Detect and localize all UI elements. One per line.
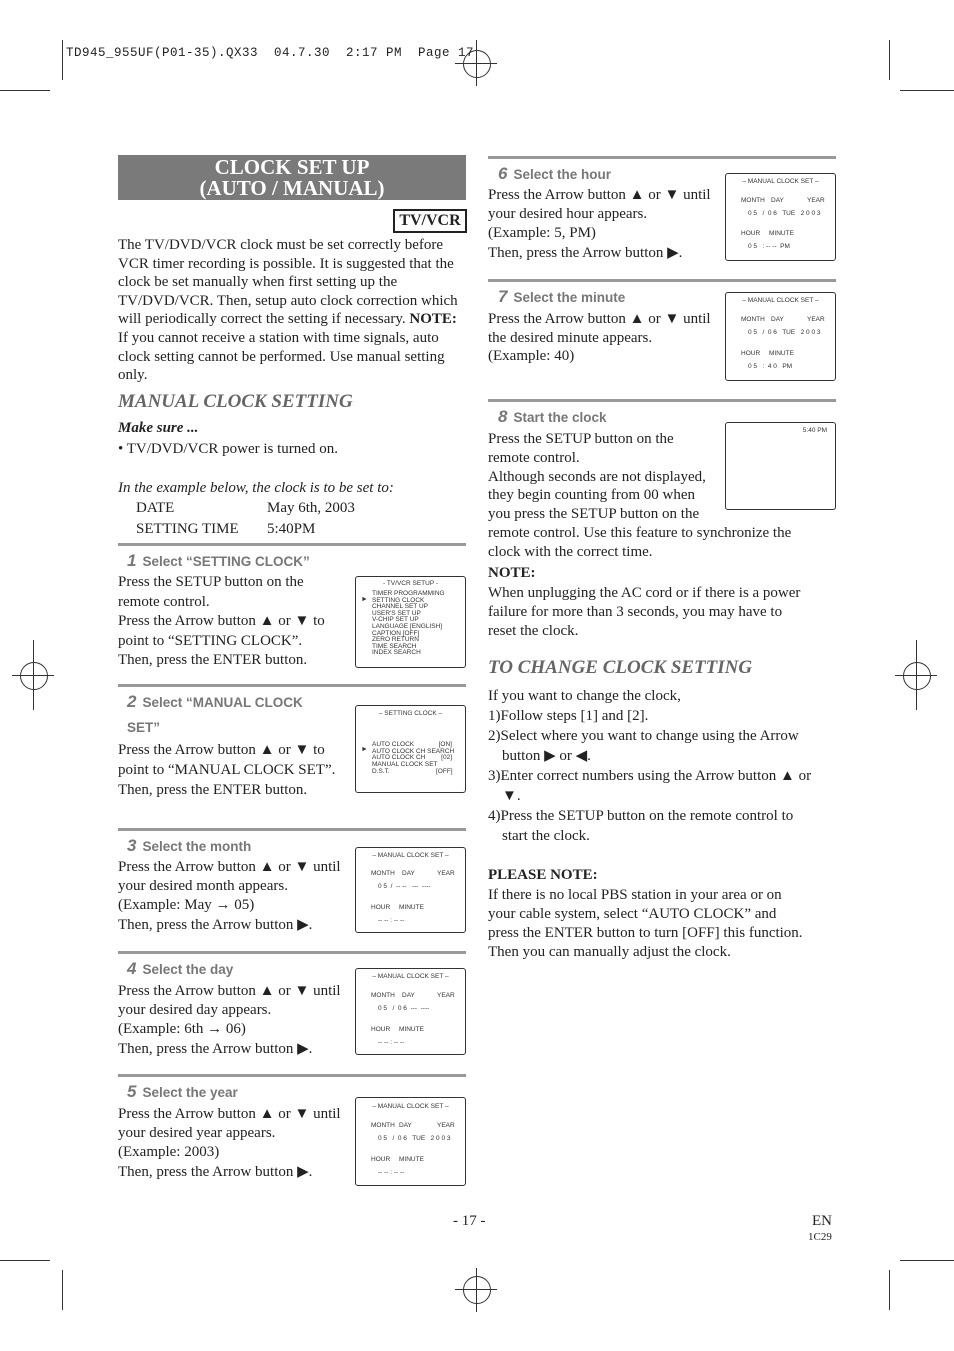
crop-mark — [0, 90, 50, 91]
please-note-text: If there is no local PBS station in your area or on your cable system, select “AUTO CLOCK” and press the ENTER button to turn [OFF] this function. Then you can manually adjust the clock. — [488, 887, 803, 960]
registration-mark — [463, 1276, 491, 1304]
title-line1: CLOCK SET UP — [214, 155, 370, 179]
step-2-heading-cont: SET” — [127, 720, 161, 735]
please-note-label: PLEASE NOTE: — [488, 867, 598, 883]
crop-mark — [900, 1260, 954, 1261]
crop-mark — [62, 40, 63, 80]
print-header: TD945_955UF(P01-35).QX33 04.7.30 2:17 PM Page 17 — [66, 46, 475, 60]
step-5-text: Press the Arrow button ▲ or ▼ until your desired year appears. (Example: 2003) Then, press the Arrow button ▶. — [118, 1106, 341, 1180]
step-6-heading: 6 Select the hour — [498, 164, 611, 183]
step-7-text: Press the Arrow button ▲ or ▼ until the desired minute appears. (Example: 40) — [488, 311, 711, 364]
step-8-text: Press the SETUP button on the remote control. Although seconds are not displayed, they begin counting from 00 when you press the SETUP button on the remote control. Use this feature to synchronize the clock with the correct time. — [488, 431, 792, 560]
make-sure-item: • TV/DVD/VCR power is turned on. — [118, 441, 338, 457]
divider — [488, 156, 836, 159]
registration-mark — [20, 662, 48, 690]
setting-clock-list: AUTO CLOCK AUTO CLOCK CH SEARCH AUTO CLOCK CH MANUAL CLOCK SET D.S.T. — [372, 741, 455, 775]
step-6-text: Press the Arrow button ▲ or ▼ until your desired hour appears. (Example: 5, PM) Then, press the Arrow button ▶. — [488, 187, 711, 261]
example-time-value: 5:40PM — [267, 521, 316, 537]
title-line2: (AUTO / MANUAL) — [199, 176, 385, 200]
setup-menu-list: TIMER PROGRAMMING SETTING CLOCK CHANNEL SET UP USER'S SET UP V-CHIP SET UP LANGUAGE [ENGLISH] CAPTION [OFF] ZERO RETURN TIME SEARCH INDEX SEARCH — [372, 590, 445, 657]
step-1-text: Press the SETUP button on the remote control. Press the Arrow button ▲ or ▼ to point to “SETTING CLOCK”. Then, press the ENTER button. — [118, 574, 325, 669]
step-2-text: Press the Arrow button ▲ or ▼ to point to “MANUAL CLOCK SET”. Then, press the ENTER button. — [118, 742, 336, 798]
step-4-text: Press the Arrow button ▲ or ▼ until your desired day appears. (Example: 6th → 06) Then, press the Arrow button ▶. — [118, 983, 341, 1057]
make-sure-label: Make sure ... — [118, 420, 199, 436]
divider — [118, 1074, 466, 1077]
step-5-heading: 5 Select the year — [127, 1082, 238, 1101]
step-7-heading: 7 Select the minute — [498, 287, 626, 306]
tv-vcr-setup-screen: - TV/VCR SETUP - ► TIMER PROGRAMMING SETTING CLOCK CHANNEL SET UP USER'S SET UP V-CHIP SET UP LANGUAGE [ENGLISH] CAPTION [OFF] ZERO RETURN TIME SEARCH INDEX SEARCH — [355, 576, 466, 668]
example-date-label: DATE — [136, 500, 175, 516]
crop-mark — [900, 90, 954, 91]
language-code: EN — [812, 1213, 832, 1229]
tv-vcr-badge: TV/VCR — [393, 209, 467, 233]
divider — [488, 399, 836, 402]
setting-clock-values: [ON] [02] [OFF] — [436, 741, 453, 775]
page-title — [118, 155, 466, 200]
crop-mark — [889, 1270, 890, 1310]
divider — [118, 828, 466, 831]
step-4-heading: 4 Select the day — [127, 959, 234, 978]
example-intro: In the example below, the clock is to be set to: — [118, 480, 394, 496]
step-3-heading: 3 Select the month — [127, 836, 252, 855]
example-date-value: May 6th, 2003 — [267, 500, 355, 516]
manual-clock-heading: MANUAL CLOCK SETTING — [118, 391, 353, 412]
manual-clock-screen-year: – MANUAL CLOCK SET – MONTH DAY YEAR 0 5 / 0 6 TUE 2 0 0 3 HOUR MINUTE -- -- : -- -- — [355, 1097, 466, 1186]
manual-clock-screen-minute: – MANUAL CLOCK SET – MONTH DAY YEAR 0 5 / 0 6 TUE 2 0 0 3 HOUR MINUTE 0 5 : 4 0 PM — [725, 292, 836, 381]
change-clock-heading: TO CHANGE CLOCK SETTING — [488, 657, 753, 678]
registration-mark — [903, 662, 931, 690]
step-1-heading: 1 Select “SETTING CLOCK” — [127, 551, 310, 570]
menu-cursor-icon: ► — [361, 746, 368, 753]
example-time-label: SETTING TIME — [136, 521, 239, 537]
doc-code: 1C29 — [808, 1231, 832, 1243]
step-3-text: Press the Arrow button ▲ or ▼ until your desired month appears. (Example: May → 05) Then, press the Arrow button ▶. — [118, 859, 341, 933]
note-label: NOTE: — [488, 565, 536, 581]
manual-clock-screen-month: – MANUAL CLOCK SET – MONTH DAY YEAR 0 5 / -- -- --- ---- HOUR MINUTE -- -- : -- -- — [355, 847, 466, 933]
clock-display-screen: 5:40 PM — [725, 422, 836, 510]
step-8-heading: 8 Start the clock — [498, 407, 607, 426]
setting-clock-screen: – SETTING CLOCK – ► AUTO CLOCK AUTO CLOCK CH SEARCH AUTO CLOCK CH MANUAL CLOCK SET D.S.T. [ON] [02] [OFF] — [355, 705, 466, 793]
crop-mark — [889, 40, 890, 80]
change-clock-steps: If you want to change the clock, 1)Follow steps [1] and [2]. 2)Select where you want to change using the Arrow button ▶ or ◀. 3)Enter correct numbers using the Arrow button ▲ or ▼. 4)Press the SETUP button on the remote control to start the clock. — [488, 688, 812, 844]
divider — [488, 279, 836, 282]
page-number: - 17 - — [453, 1213, 486, 1229]
divider — [118, 951, 466, 954]
menu-cursor-icon: ► — [361, 596, 368, 603]
divider — [118, 684, 466, 687]
manual-clock-screen-hour: – MANUAL CLOCK SET – MONTH DAY YEAR 0 5 / 0 6 TUE 2 0 0 3 HOUR MINUTE 0 5 : -- -- PM — [725, 173, 836, 261]
step-2-heading: 2 Select “MANUAL CLOCK — [127, 692, 303, 711]
crop-mark — [0, 1260, 50, 1261]
manual-clock-screen-day: – MANUAL CLOCK SET – MONTH DAY YEAR 0 5 / 0 6 --- ---- HOUR MINUTE -- -- : -- -- — [355, 968, 466, 1055]
intro-text: The TV/DVD/VCR clock must be set correctly before VCR timer recording is possible. It is suggested that the clock be set manually when first setting up the TV/DVD/VCR. Then, setup auto clock correction which will periodically correct the setting if necessary. NOTE: If you cannot receive a station with time signals, auto clock setting cannot be performed. Use manual setting only. — [118, 237, 458, 384]
note-text: When unplugging the AC cord or if there is a power failure for more than 3 seconds, you may have to reset the clock. — [488, 585, 801, 639]
divider — [118, 543, 466, 546]
crop-mark — [62, 1270, 63, 1310]
